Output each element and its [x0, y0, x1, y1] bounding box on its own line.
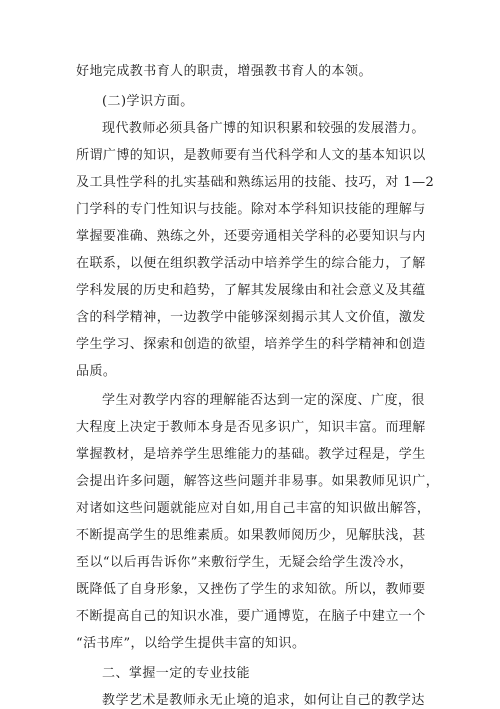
- section-heading: (二)学识方面。: [102, 94, 194, 109]
- paragraph-line: 会提出许多问题，解答这些问题并非易事。如果教师见识广，: [76, 474, 440, 489]
- paragraph-line: 含的科学精神，一边教学中能够深刻揭示其人文价值，激发: [76, 310, 426, 325]
- paragraph-line: 不断提高自己的知识水准，要广通博览，在脑子中建立一个: [76, 609, 426, 624]
- paragraph-line: 品质。: [76, 364, 117, 379]
- paragraph-line: 门学科的专门性知识与技能。除对本学科知识技能的理解与: [76, 202, 426, 217]
- paragraph-line: 学科发展的历史和趋势，了解其发展缘由和社会意义及其蕴: [76, 283, 426, 298]
- paragraph-line: 好地完成教书育人的职责，增强教书育人的本领。: [76, 64, 372, 79]
- paragraph-line: 所谓广博的知识，是教师要有当代科学和人文的基本知识以: [76, 148, 426, 163]
- paragraph-line: 掌握要准确、熟练之外，还要旁通相关学科的必要知识与内: [76, 229, 426, 244]
- paragraph-line: 对诸如这些问题就能应对自如,用自己丰富的知识做出解答，: [76, 501, 431, 516]
- paragraph-line: 在联系，以便在组织教学活动中培养学生的综合能力，了解: [76, 256, 426, 271]
- paragraph-line: 至以“以后再告诉你”来敷衍学生，无疑会给学生泼冷水，: [76, 555, 413, 570]
- paragraph-line: 学生对教学内容的理解能否达到一定的深度、广度，很: [102, 393, 425, 408]
- paragraph-line: 掌握教材，是培养学生思维能力的基础。教学过程是，学生: [76, 447, 426, 462]
- paragraph-line: 现代教师必须具备广博的知识积累和较强的发展潜力。: [102, 121, 425, 136]
- paragraph-line: 教学艺术是教师永无止境的追求，如何让自己的教学达: [102, 693, 425, 708]
- section-heading: 二、掌握一定的专业技能: [102, 666, 250, 681]
- paragraph-line: 学生学习、探索和创造的欲望，培养学生的科学精神和创造: [76, 337, 426, 352]
- paragraph-line: 既降低了自身形象，又挫伤了学生的求知欲。所以，教师要: [76, 582, 426, 597]
- paragraph-line: 不断提高学生的思维素质。如果教师阅历少，见解肤浅，甚: [76, 528, 426, 543]
- paragraph-line: 大程度上决定于教师本身是否见多识广，知识丰富。而理解: [76, 420, 426, 435]
- paragraph-line: “活书库”，以给学生提供丰富的知识。: [76, 636, 306, 651]
- paragraph-line: 及工具性学科的扎实基础和熟练运用的技能、技巧，对 1—2: [76, 175, 435, 190]
